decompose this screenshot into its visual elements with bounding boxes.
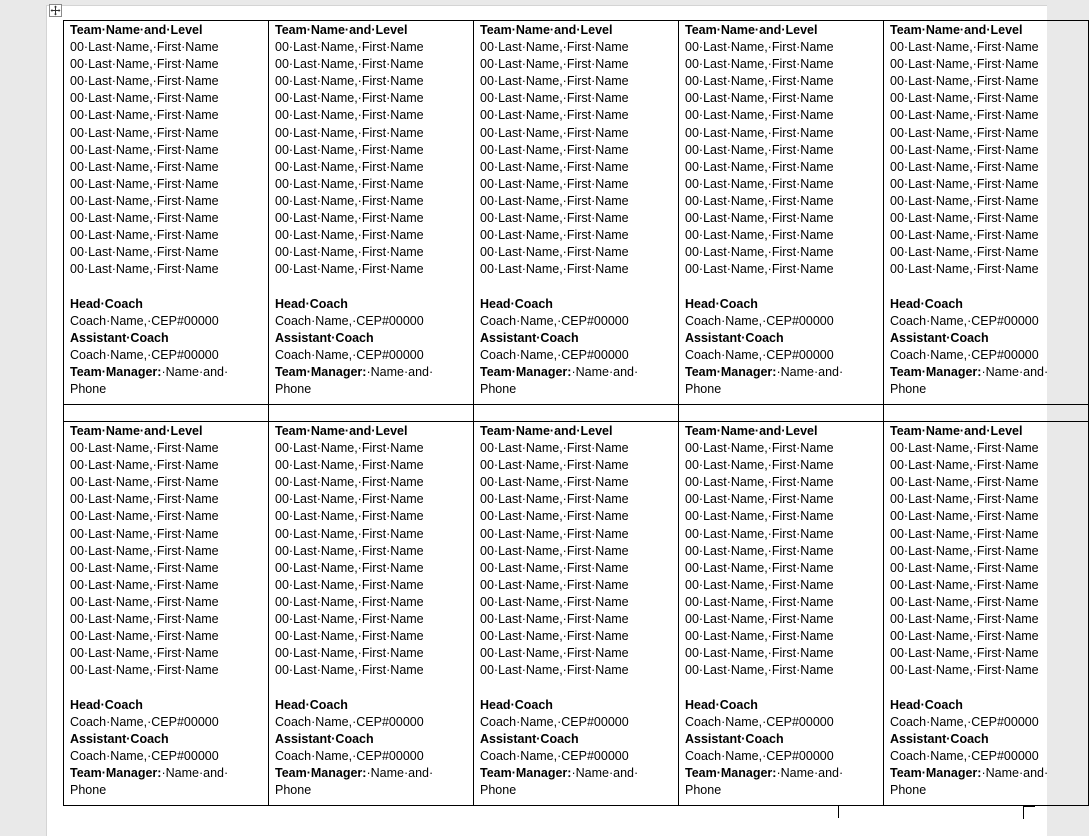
player-line: 00·Last·Name,·First·Name bbox=[685, 458, 834, 473]
team-manager-line bbox=[685, 364, 877, 381]
spacer-cell[interactable] bbox=[269, 405, 474, 422]
spacer-cell[interactable] bbox=[474, 405, 679, 422]
blank-line bbox=[70, 679, 262, 696]
spacer-cell[interactable] bbox=[64, 405, 269, 422]
team-manager-line bbox=[890, 765, 1082, 782]
player-line: 00·Last·Name,·First·Name bbox=[890, 543, 1039, 558]
team-manager-value: ·Name·and· bbox=[161, 364, 229, 379]
blank-line bbox=[275, 278, 467, 295]
team-name-heading: Team·Name·and·Level bbox=[275, 23, 408, 37]
head-coach-value: Coach·Name,·CEP#00000 bbox=[70, 313, 219, 328]
spacer-cell[interactable] bbox=[884, 405, 1089, 422]
assistant-coach-label: Assistant·Coach bbox=[480, 330, 579, 345]
head-coach-value: Coach·Name,·CEP#00000 bbox=[685, 714, 834, 729]
player-line: 00·Last·Name,·First·Name bbox=[70, 193, 219, 208]
player-line: 00·Last·Name,·First·Name bbox=[70, 594, 219, 609]
player-line: 00·Last·Name,·First·Name bbox=[480, 441, 629, 456]
player-line: 00·Last·Name,·First·Name bbox=[70, 228, 219, 243]
player-line: 00·Last·Name,·First·Name bbox=[685, 594, 834, 609]
player-line: 00·Last·Name,·First·Name bbox=[890, 40, 1039, 55]
player-list bbox=[70, 440, 262, 679]
player-line: 00·Last·Name,·First·Name bbox=[275, 108, 424, 123]
player-line: 00·Last·Name,·First·Name bbox=[70, 142, 219, 157]
team-name-heading: Team·Name·and·Level bbox=[685, 424, 818, 438]
player-line: 00·Last·Name,·First·Name bbox=[480, 509, 629, 524]
head-coach-label: Head·Coach bbox=[275, 296, 348, 311]
player-line: 00·Last·Name,·First·Name bbox=[275, 40, 424, 55]
team-manager-value-cont: Phone bbox=[890, 782, 927, 797]
team-manager-label: Team·Manager: bbox=[275, 765, 367, 780]
player-line: 00·Last·Name,·First·Name bbox=[480, 612, 629, 627]
player-line: 00·Last·Name,·First·Name bbox=[70, 612, 219, 627]
head-coach-value: Coach·Name,·CEP#00000 bbox=[275, 313, 424, 328]
player-line: 00·Last·Name,·First·Name bbox=[275, 142, 424, 157]
player-line: 00·Last·Name,·First·Name bbox=[275, 663, 424, 678]
player-line: 00·Last·Name,·First·Name bbox=[890, 646, 1039, 661]
player-line: 00·Last·Name,·First·Name bbox=[275, 612, 424, 627]
player-line: 00·Last·Name,·First·Name bbox=[890, 91, 1039, 106]
assistant-coach-value: Coach·Name,·CEP#00000 bbox=[890, 748, 1039, 763]
player-list bbox=[685, 440, 877, 679]
team-manager-value-cont: Phone bbox=[275, 381, 312, 396]
player-line: 00·Last·Name,·First·Name bbox=[685, 142, 834, 157]
head-coach-value: Coach·Name,·CEP#00000 bbox=[480, 714, 629, 729]
player-line: 00·Last·Name,·First·Name bbox=[480, 646, 629, 661]
team-manager-value: ·Name·and· bbox=[161, 765, 229, 780]
assistant-coach-label: Assistant·Coach bbox=[685, 330, 784, 345]
player-line: 00·Last·Name,·First·Name bbox=[890, 125, 1039, 140]
player-line: 00·Last·Name,·First·Name bbox=[480, 193, 629, 208]
team-manager-line bbox=[275, 765, 467, 782]
player-line: 00·Last·Name,·First·Name bbox=[890, 108, 1039, 123]
assistant-coach-label: Assistant·Coach bbox=[70, 731, 169, 746]
team-manager-label: Team·Manager: bbox=[70, 364, 162, 379]
team-manager-label: Team·Manager: bbox=[480, 765, 572, 780]
assistant-coach-label: Assistant·Coach bbox=[890, 731, 989, 746]
player-line: 00·Last·Name,·First·Name bbox=[480, 262, 629, 277]
player-line: 00·Last·Name,·First·Name bbox=[890, 475, 1039, 490]
team-manager-value: ·Name·and· bbox=[571, 765, 639, 780]
player-line: 00·Last·Name,·First·Name bbox=[70, 509, 219, 524]
player-line: 00·Last·Name,·First·Name bbox=[685, 91, 834, 106]
player-line: 00·Last·Name,·First·Name bbox=[480, 543, 629, 558]
player-line: 00·Last·Name,·First·Name bbox=[275, 458, 424, 473]
player-line: 00·Last·Name,·First·Name bbox=[70, 526, 219, 541]
team-manager-value-cont: Phone bbox=[70, 381, 107, 396]
player-line: 00·Last·Name,·First·Name bbox=[70, 125, 219, 140]
team-name-heading: Team·Name·and·Level bbox=[275, 424, 408, 438]
spacer-row bbox=[64, 405, 1089, 422]
assistant-coach-label: Assistant·Coach bbox=[275, 330, 374, 345]
player-line: 00·Last·Name,·First·Name bbox=[890, 560, 1039, 575]
player-line: 00·Last·Name,·First·Name bbox=[70, 441, 219, 456]
team-row bbox=[64, 422, 1089, 806]
player-line: 00·Last·Name,·First·Name bbox=[685, 629, 834, 644]
player-list bbox=[275, 39, 467, 278]
player-line: 00·Last·Name,·First·Name bbox=[480, 526, 629, 541]
team-manager-value: ·Name·and· bbox=[571, 364, 639, 379]
assistant-coach-label: Assistant·Coach bbox=[480, 731, 579, 746]
player-line: 00·Last·Name,·First·Name bbox=[480, 125, 629, 140]
player-line: 00·Last·Name,·First·Name bbox=[480, 458, 629, 473]
team-manager-value-cont: Phone bbox=[685, 381, 722, 396]
team-manager-value-cont: Phone bbox=[275, 782, 312, 797]
player-line: 00·Last·Name,·First·Name bbox=[275, 228, 424, 243]
player-line: 00·Last·Name,·First·Name bbox=[275, 176, 424, 191]
player-line: 00·Last·Name,·First·Name bbox=[685, 57, 834, 72]
player-line: 00·Last·Name,·First·Name bbox=[275, 492, 424, 507]
player-line: 00·Last·Name,·First·Name bbox=[685, 526, 834, 541]
blank-line bbox=[890, 278, 1082, 295]
team-manager-value: ·Name·and· bbox=[776, 364, 844, 379]
team-name-heading: Team·Name·and·Level bbox=[70, 23, 203, 37]
player-line: 00·Last·Name,·First·Name bbox=[70, 262, 219, 277]
player-list bbox=[890, 440, 1082, 679]
player-line: 00·Last·Name,·First·Name bbox=[685, 40, 834, 55]
player-line: 00·Last·Name,·First·Name bbox=[685, 612, 834, 627]
player-line: 00·Last·Name,·First·Name bbox=[685, 543, 834, 558]
blank-line bbox=[70, 278, 262, 295]
player-line: 00·Last·Name,·First·Name bbox=[890, 526, 1039, 541]
player-list bbox=[480, 440, 672, 679]
player-line: 00·Last·Name,·First·Name bbox=[890, 612, 1039, 627]
player-line: 00·Last·Name,·First·Name bbox=[70, 74, 219, 89]
player-line: 00·Last·Name,·First·Name bbox=[890, 577, 1039, 592]
player-line: 00·Last·Name,·First·Name bbox=[275, 74, 424, 89]
player-line: 00·Last·Name,·First·Name bbox=[275, 57, 424, 72]
player-line: 00·Last·Name,·First·Name bbox=[890, 57, 1039, 72]
team-cell[interactable] bbox=[474, 422, 679, 806]
team-name-heading: Team·Name·and·Level bbox=[70, 424, 203, 438]
assistant-coach-label: Assistant·Coach bbox=[685, 731, 784, 746]
player-list bbox=[685, 39, 877, 278]
assistant-coach-value: Coach·Name,·CEP#00000 bbox=[70, 347, 219, 362]
blank-line bbox=[685, 278, 877, 295]
player-line: 00·Last·Name,·First·Name bbox=[480, 245, 629, 260]
team-manager-value-cont: Phone bbox=[890, 381, 927, 396]
player-line: 00·Last·Name,·First·Name bbox=[70, 475, 219, 490]
player-line: 00·Last·Name,·First·Name bbox=[685, 108, 834, 123]
player-line: 00·Last·Name,·First·Name bbox=[685, 577, 834, 592]
player-line: 00·Last·Name,·First·Name bbox=[275, 159, 424, 174]
team-cell[interactable] bbox=[64, 21, 269, 405]
player-line: 00·Last·Name,·First·Name bbox=[685, 228, 834, 243]
player-line: 00·Last·Name,·First·Name bbox=[275, 193, 424, 208]
assistant-coach-value: Coach·Name,·CEP#00000 bbox=[890, 347, 1039, 362]
team-manager-value-cont: Phone bbox=[480, 381, 517, 396]
player-line: 00·Last·Name,·First·Name bbox=[890, 458, 1039, 473]
head-coach-label: Head·Coach bbox=[275, 697, 348, 712]
head-coach-label: Head·Coach bbox=[890, 697, 963, 712]
team-manager-label: Team·Manager: bbox=[685, 364, 777, 379]
player-line: 00·Last·Name,·First·Name bbox=[685, 176, 834, 191]
player-line: 00·Last·Name,·First·Name bbox=[480, 108, 629, 123]
player-line: 00·Last·Name,·First·Name bbox=[70, 108, 219, 123]
player-line: 00·Last·Name,·First·Name bbox=[275, 211, 424, 226]
assistant-coach-value: Coach·Name,·CEP#00000 bbox=[685, 347, 834, 362]
player-line: 00·Last·Name,·First·Name bbox=[685, 245, 834, 260]
player-line: 00·Last·Name,·First·Name bbox=[685, 646, 834, 661]
team-name-heading: Team·Name·and·Level bbox=[890, 23, 1023, 37]
player-line: 00·Last·Name,·First·Name bbox=[70, 57, 219, 72]
player-line: 00·Last·Name,·First·Name bbox=[480, 228, 629, 243]
team-manager-label: Team·Manager: bbox=[480, 364, 572, 379]
team-manager-value: ·Name·and· bbox=[981, 364, 1049, 379]
player-line: 00·Last·Name,·First·Name bbox=[275, 526, 424, 541]
player-list bbox=[70, 39, 262, 278]
player-line: 00·Last·Name,·First·Name bbox=[480, 176, 629, 191]
head-coach-value: Coach·Name,·CEP#00000 bbox=[275, 714, 424, 729]
player-line: 00·Last·Name,·First·Name bbox=[480, 74, 629, 89]
table-end-marker bbox=[838, 806, 839, 818]
player-line: 00·Last·Name,·First·Name bbox=[275, 91, 424, 106]
team-cell[interactable] bbox=[884, 21, 1089, 405]
player-line: 00·Last·Name,·First·Name bbox=[480, 57, 629, 72]
player-line: 00·Last·Name,·First·Name bbox=[890, 262, 1039, 277]
player-line: 00·Last·Name,·First·Name bbox=[275, 125, 424, 140]
team-cell[interactable] bbox=[679, 21, 884, 405]
player-line: 00·Last·Name,·First·Name bbox=[70, 91, 219, 106]
player-line: 00·Last·Name,·First·Name bbox=[890, 441, 1039, 456]
player-line: 00·Last·Name,·First·Name bbox=[890, 211, 1039, 226]
player-line: 00·Last·Name,·First·Name bbox=[890, 629, 1039, 644]
player-line: 00·Last·Name,·First·Name bbox=[890, 159, 1039, 174]
player-line: 00·Last·Name,·First·Name bbox=[685, 211, 834, 226]
player-line: 00·Last·Name,·First·Name bbox=[890, 594, 1039, 609]
player-line: 00·Last·Name,·First·Name bbox=[275, 629, 424, 644]
player-list bbox=[890, 39, 1082, 278]
assistant-coach-value: Coach·Name,·CEP#00000 bbox=[480, 748, 629, 763]
player-line: 00·Last·Name,·First·Name bbox=[70, 211, 219, 226]
player-line: 00·Last·Name,·First·Name bbox=[685, 492, 834, 507]
player-line: 00·Last·Name,·First·Name bbox=[70, 176, 219, 191]
player-line: 00·Last·Name,·First·Name bbox=[275, 577, 424, 592]
player-line: 00·Last·Name,·First·Name bbox=[70, 577, 219, 592]
assistant-coach-label: Assistant·Coach bbox=[70, 330, 169, 345]
team-manager-line bbox=[685, 765, 877, 782]
team-cell[interactable] bbox=[269, 422, 474, 806]
team-manager-value-cont: Phone bbox=[685, 782, 722, 797]
player-list bbox=[275, 440, 467, 679]
player-line: 00·Last·Name,·First·Name bbox=[685, 262, 834, 277]
team-cell[interactable] bbox=[64, 422, 269, 806]
player-line: 00·Last·Name,·First·Name bbox=[70, 543, 219, 558]
player-line: 00·Last·Name,·First·Name bbox=[275, 262, 424, 277]
assistant-coach-value: Coach·Name,·CEP#00000 bbox=[685, 748, 834, 763]
player-line: 00·Last·Name,·First·Name bbox=[480, 40, 629, 55]
head-coach-label: Head·Coach bbox=[70, 697, 143, 712]
team-manager-value: ·Name·and· bbox=[366, 765, 434, 780]
head-coach-value: Coach·Name,·CEP#00000 bbox=[480, 313, 629, 328]
spacer-cell[interactable] bbox=[679, 405, 884, 422]
player-line: 00·Last·Name,·First·Name bbox=[275, 594, 424, 609]
head-coach-label: Head·Coach bbox=[480, 296, 553, 311]
player-line: 00·Last·Name,·First·Name bbox=[685, 125, 834, 140]
player-line: 00·Last·Name,·First·Name bbox=[480, 492, 629, 507]
player-line: 00·Last·Name,·First·Name bbox=[480, 91, 629, 106]
player-line: 00·Last·Name,·First·Name bbox=[890, 176, 1039, 191]
head-coach-value: Coach·Name,·CEP#00000 bbox=[890, 714, 1039, 729]
team-manager-line bbox=[70, 765, 262, 782]
player-line: 00·Last·Name,·First·Name bbox=[70, 492, 219, 507]
team-manager-line bbox=[480, 364, 672, 381]
blank-line bbox=[890, 679, 1082, 696]
team-cell[interactable] bbox=[269, 21, 474, 405]
player-line: 00·Last·Name,·First·Name bbox=[480, 629, 629, 644]
head-coach-value: Coach·Name,·CEP#00000 bbox=[70, 714, 219, 729]
player-line: 00·Last·Name,·First·Name bbox=[480, 475, 629, 490]
player-line: 00·Last·Name,·First·Name bbox=[685, 663, 834, 678]
assistant-coach-label: Assistant·Coach bbox=[275, 731, 374, 746]
player-line: 00·Last·Name,·First·Name bbox=[70, 245, 219, 260]
player-line: 00·Last·Name,·First·Name bbox=[890, 142, 1039, 157]
player-line: 00·Last·Name,·First·Name bbox=[890, 509, 1039, 524]
player-line: 00·Last·Name,·First·Name bbox=[890, 245, 1039, 260]
team-row bbox=[64, 21, 1089, 405]
team-cell[interactable] bbox=[679, 422, 884, 806]
player-line: 00·Last·Name,·First·Name bbox=[70, 629, 219, 644]
team-manager-line bbox=[480, 765, 672, 782]
player-line: 00·Last·Name,·First·Name bbox=[70, 159, 219, 174]
head-coach-value: Coach·Name,·CEP#00000 bbox=[890, 313, 1039, 328]
player-line: 00·Last·Name,·First·Name bbox=[685, 74, 834, 89]
assistant-coach-label: Assistant·Coach bbox=[890, 330, 989, 345]
team-cell[interactable] bbox=[474, 21, 679, 405]
player-line: 00·Last·Name,·First·Name bbox=[70, 646, 219, 661]
player-line: 00·Last·Name,·First·Name bbox=[685, 159, 834, 174]
team-name-heading: Team·Name·and·Level bbox=[480, 23, 613, 37]
player-line: 00·Last·Name,·First·Name bbox=[275, 475, 424, 490]
player-line: 00·Last·Name,·First·Name bbox=[480, 663, 629, 678]
player-line: 00·Last·Name,·First·Name bbox=[70, 663, 219, 678]
head-coach-label: Head·Coach bbox=[70, 296, 143, 311]
team-manager-value-cont: Phone bbox=[480, 782, 517, 797]
player-line: 00·Last·Name,·First·Name bbox=[890, 193, 1039, 208]
player-list bbox=[480, 39, 672, 278]
team-name-heading: Team·Name·and·Level bbox=[890, 424, 1023, 438]
player-line: 00·Last·Name,·First·Name bbox=[70, 458, 219, 473]
team-manager-value: ·Name·and· bbox=[981, 765, 1049, 780]
team-manager-value-cont: Phone bbox=[70, 782, 107, 797]
team-manager-label: Team·Manager: bbox=[685, 765, 777, 780]
team-manager-line bbox=[890, 364, 1082, 381]
team-manager-line bbox=[275, 364, 467, 381]
player-line: 00·Last·Name,·First·Name bbox=[70, 40, 219, 55]
table-corner-marker bbox=[1023, 806, 1035, 819]
assistant-coach-value: Coach·Name,·CEP#00000 bbox=[275, 347, 424, 362]
assistant-coach-value: Coach·Name,·CEP#00000 bbox=[70, 748, 219, 763]
team-manager-label: Team·Manager: bbox=[275, 364, 367, 379]
player-line: 00·Last·Name,·First·Name bbox=[480, 560, 629, 575]
player-line: 00·Last·Name,·First·Name bbox=[890, 74, 1039, 89]
player-line: 00·Last·Name,·First·Name bbox=[275, 560, 424, 575]
player-line: 00·Last·Name,·First·Name bbox=[685, 560, 834, 575]
blank-line bbox=[685, 679, 877, 696]
head-coach-label: Head·Coach bbox=[685, 296, 758, 311]
assistant-coach-value: Coach·Name,·CEP#00000 bbox=[480, 347, 629, 362]
player-line: 00·Last·Name,·First·Name bbox=[685, 509, 834, 524]
player-line: 00·Last·Name,·First·Name bbox=[890, 663, 1039, 678]
player-line: 00·Last·Name,·First·Name bbox=[890, 228, 1039, 243]
player-line: 00·Last·Name,·First·Name bbox=[70, 560, 219, 575]
team-manager-value: ·Name·and· bbox=[366, 364, 434, 379]
head-coach-label: Head·Coach bbox=[685, 697, 758, 712]
player-line: 00·Last·Name,·First·Name bbox=[480, 142, 629, 157]
team-manager-label: Team·Manager: bbox=[70, 765, 162, 780]
player-line: 00·Last·Name,·First·Name bbox=[275, 543, 424, 558]
player-line: 00·Last·Name,·First·Name bbox=[275, 509, 424, 524]
blank-line bbox=[480, 679, 672, 696]
team-manager-value: ·Name·and· bbox=[776, 765, 844, 780]
player-line: 00·Last·Name,·First·Name bbox=[890, 492, 1039, 507]
team-name-heading: Team·Name·and·Level bbox=[685, 23, 818, 37]
head-coach-value: Coach·Name,·CEP#00000 bbox=[685, 313, 834, 328]
player-line: 00·Last·Name,·First·Name bbox=[685, 441, 834, 456]
team-manager-line bbox=[70, 364, 262, 381]
team-cell[interactable] bbox=[884, 422, 1089, 806]
player-line: 00·Last·Name,·First·Name bbox=[480, 577, 629, 592]
player-line: 00·Last·Name,·First·Name bbox=[685, 475, 834, 490]
player-line: 00·Last·Name,·First·Name bbox=[685, 193, 834, 208]
assistant-coach-value: Coach·Name,·CEP#00000 bbox=[275, 748, 424, 763]
table-move-handle-icon[interactable] bbox=[49, 4, 62, 17]
player-line: 00·Last·Name,·First·Name bbox=[480, 159, 629, 174]
player-line: 00·Last·Name,·First·Name bbox=[480, 211, 629, 226]
team-manager-label: Team·Manager: bbox=[890, 765, 982, 780]
roster-table[interactable] bbox=[63, 20, 1089, 806]
blank-line bbox=[480, 278, 672, 295]
player-line: 00·Last·Name,·First·Name bbox=[275, 245, 424, 260]
player-line: 00·Last·Name,·First·Name bbox=[275, 646, 424, 661]
head-coach-label: Head·Coach bbox=[890, 296, 963, 311]
head-coach-label: Head·Coach bbox=[480, 697, 553, 712]
blank-line bbox=[275, 679, 467, 696]
player-line: 00·Last·Name,·First·Name bbox=[275, 441, 424, 456]
player-line: 00·Last·Name,·First·Name bbox=[480, 594, 629, 609]
team-name-heading: Team·Name·and·Level bbox=[480, 424, 613, 438]
team-manager-label: Team·Manager: bbox=[890, 364, 982, 379]
